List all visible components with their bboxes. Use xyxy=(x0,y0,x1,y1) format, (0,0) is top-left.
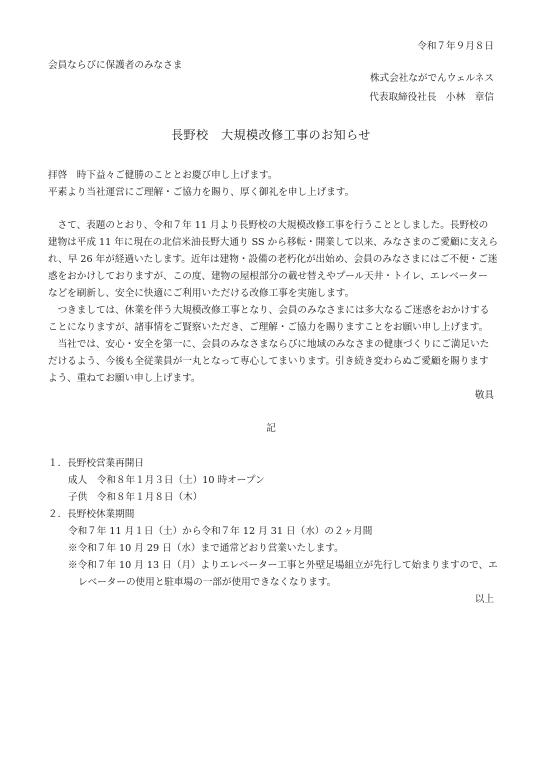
page-title: 長野校 大規模改修工事のお知らせ xyxy=(171,128,371,142)
item-2-period: 令和７年 11 月１日（土）から令和７年 12 月 31 日（水）の２ヶ月間 xyxy=(68,526,373,537)
body-line: だけるよう、今後も全従業員が一丸となって専心してまいります。引き続き変わらぬご愛顧を賜ります xyxy=(48,356,489,367)
greeting-line-1: 拝啓 時下益々ご健勝のこととお慶び申し上げます。 xyxy=(48,170,278,181)
item-2-note-1: ※令和７年 10 月 29 日（水）まで通常どおり営業いたします。 xyxy=(68,543,344,554)
closing-keigu: 敬具 xyxy=(474,390,494,401)
body-line: つきましては、休業を伴う大規模改修工事となり、会員のみなさまには多大なるご迷惑をおかけする xyxy=(48,305,490,316)
sender-name: 代表取締役社長 小林 章信 xyxy=(369,92,494,103)
body-line: 当社では、安心・安全を第一に、会員のみなさまならびに地域のみなさまの健康づくりにご満足いた xyxy=(48,339,490,350)
ki-heading: 記 xyxy=(266,423,276,434)
body-line: 惑をおかけしておりますが、この度、建物の屋根部分の載せ替えやプール天井・トイレ、エレベーター xyxy=(48,271,488,282)
document-date: 令和７年９月８日 xyxy=(417,41,494,52)
recipient-line: 会員ならびに保護者のみなさま xyxy=(48,60,183,71)
item-2-heading: ２．長野校休業期間 xyxy=(48,509,135,520)
body-line: 建物は平成 11 年に現在の北信米油長野大通り SS から移転・開業して以来、みなさまのご愛顧に支えら xyxy=(48,237,498,248)
item-1-child: 子供 令和８年１月８日（木） xyxy=(68,492,203,503)
item-2-note-2b: レベーターの使用と駐車場の一部が使用できなくなります。 xyxy=(78,577,337,588)
body-line: さて、表題のとおり、令和７年 11 月より長野校の大規模改修工事を行うこととしました。長野校の xyxy=(48,220,489,231)
body-line: よう、重ねてお願い申し上げます。 xyxy=(48,373,201,384)
body-line: などを刷新し、安全に快適にご利用いただける改修工事を実施します。 xyxy=(48,288,355,299)
item-1-heading: １．長野校営業再開日 xyxy=(48,458,144,469)
closing-ijo: 以上 xyxy=(474,594,494,605)
greeting-line-2: 平素より当社運営にご理解・ご協力を賜り、厚く御礼を申し上げます。 xyxy=(48,187,355,198)
item-1-adult: 成人 令和８年１月３日（土）10 時オープン xyxy=(68,475,265,486)
body-line: ことになりますが、諸事情をご賢察いただき、ご理解・ご協力を賜りますことをお願い申し上げます。 xyxy=(48,322,489,333)
body-line: れ、早 26 年が経過いたします。近年は建物・設備の老朽化が出始め、会員のみなさまにはご不便・ご迷 xyxy=(48,254,498,265)
item-2-note-2a: ※令和７年 10 月 13 日（月）よりエレベーター工事と外壁足場組立が先行して始まりますので、エ xyxy=(68,560,498,571)
company-name: 株式会社ながでんウェルネス xyxy=(369,73,494,84)
